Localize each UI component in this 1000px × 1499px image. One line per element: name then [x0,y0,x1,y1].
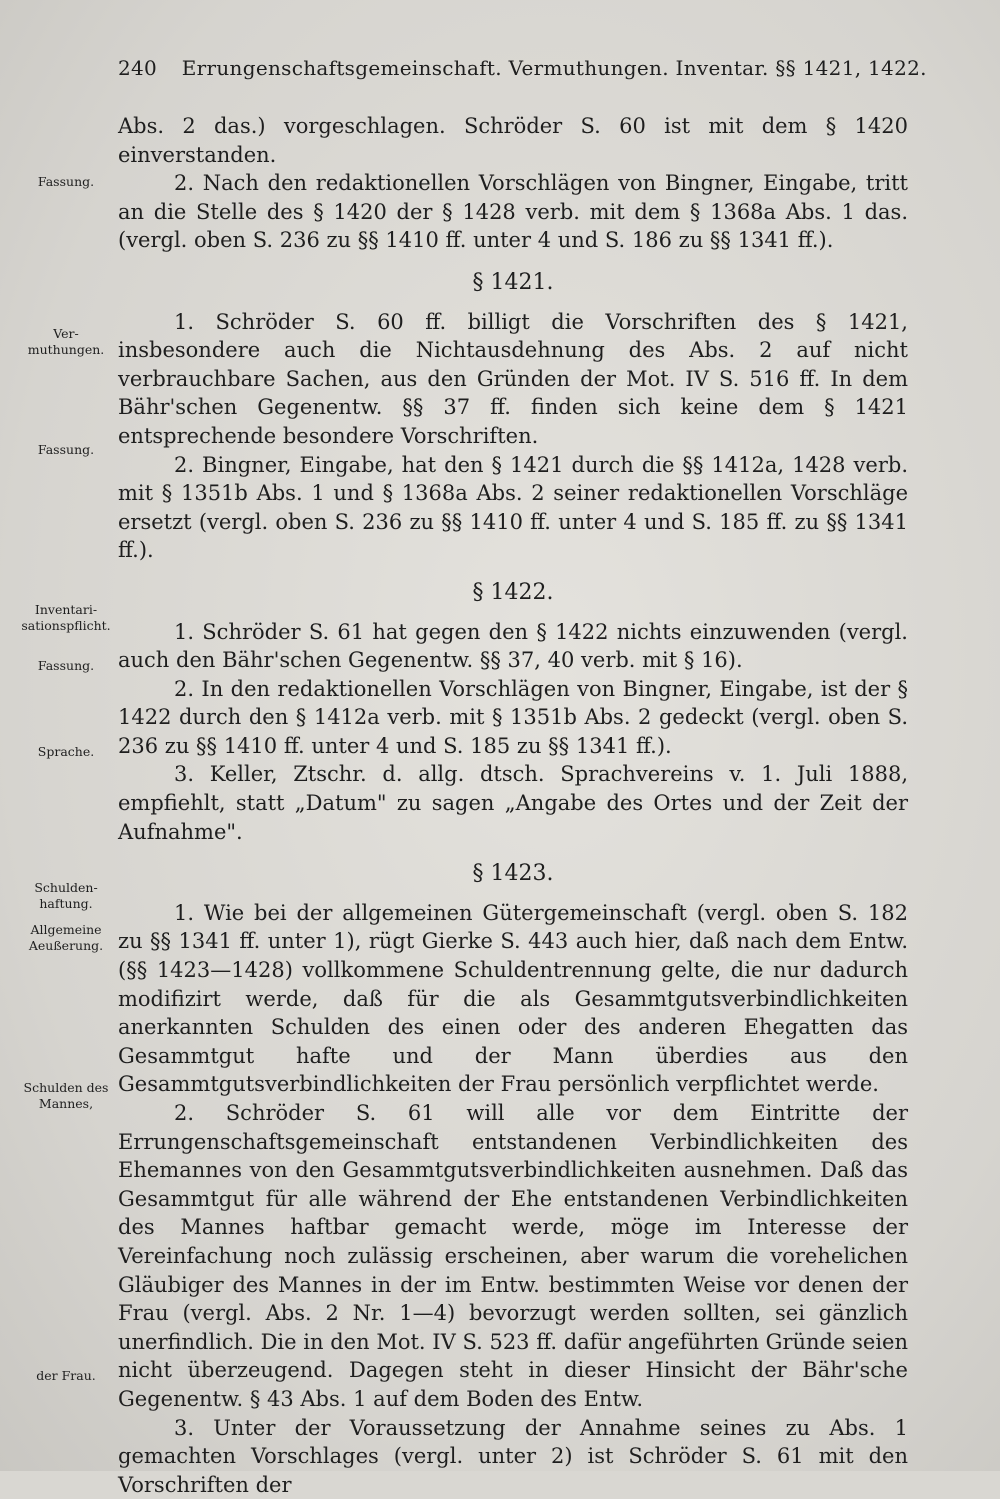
margin-note-vermuthungen: Ver- muthungen. [27,326,105,357]
margin-note-fassung: Fassung. [37,174,95,189]
paragraph: 1. Schröder S. 60 ff. billigt die Vorschriften des § 1421, insbesondere auch die Nichtausdehnung des Abs. 2 auf nicht verbrauchbare Sachen, aus den Gründen der Mot. IV S. 516 ff. In dem Bähr'schen Gegenentw. §§ 37 ff. finden sich keine dem § 1421 entsprechende besondere Vorschriften. [118,309,908,448]
running-header [118,56,927,80]
paragraph: 1. Schröder S. 61 hat gegen den § 1422 nichts einzuwenden (vergl. auch den Bähr'schen Gegenentw. §§ 37, 40 verb. mit § 16). [118,619,908,673]
margin-note-fassung: Fassung. [37,658,95,673]
margin-note-fassung: Fassung. [37,442,95,457]
paragraph: 2. Nach den redaktionellen Vorschlägen von Bingner, Eingabe, tritt an die Stelle des § 1420 der § 1428 verb. mit dem § 1368a Abs. 1 das. (vergl. oben S. 236 zu §§ 1410 ff. unter 4 und S. 186 zu §§ 1341 ff.). [118,171,908,253]
margin-note-sprache: Sprache. [37,744,95,759]
paragraph: 1. Wie bei der allgemeinen Gütergemeinschaft (vergl. oben S. 182 zu §§ 1341 ff. unter 1), rügt Gierke S. 443 auch hier, daß nach dem Entw. (§§ 1423—1428) vollkommene Schuldentrennung gelte, die nur dadurch modifizirt werde, daß für die als Gesammtgutsverbindlichkeiten anerkannten Schulden des einen oder des anderen Ehegatten das Gesammtgut hafte und der Mann überdies aus den Gesammtgutsverbindlichkeiten der Frau persönlich verpflichtet werde. [118,900,908,1097]
section-heading-1423: § 1423. [472,861,554,887]
running-title: Errungenschaftsgemeinschaft. Vermuthungen. Inventar. §§ 1421, 1422. [181,56,927,80]
paragraph: 2. Schröder S. 61 will alle vor dem Eintritte der Errungenschaftsgemeinschaft entstandenen Verbindlichkeiten des Ehemannes von den Gesammtgutsverbindlichkeiten ausnehmen. Daß das Gesammtgut für alle während der Ehe entstandenen Verbindlichkeiten des Mannes haftbar gemacht werde, möge im Interesse der Vereinfachung noch zulässig erscheinen, aber warum die vorehelichen Gläubiger des Mannes in der im Entw. bestimmten Weise vor denen der Frau (vergl. Abs. 2 Nr. 1—4) bevorzugt werden sollten, sei gänzlich unerfindlich. Die in den Mot. IV S. 523 ff. dafür angeführten Gründe seien nicht überzeugend. Dagegen steht in dieser Hinsicht der Bähr'sche Gegenentw. § 43 Abs. 1 auf dem Boden des Entw. [118,1101,908,1411]
paragraph: 3. Unter der Voraussetzung der Annahme seines zu Abs. 1 gemachten Vorschlages (vergl. unter 2) ist Schröder S. 61 mit den Vorschriften der [118,1415,908,1497]
main-text [118,112,908,1499]
margin-note-inventar: Inventari- sationspflicht. [21,602,111,633]
margin-note-der-frau: der Frau. [36,1368,96,1383]
section-heading-1422: § 1422. [472,579,554,605]
margin-note-schuldenhaftung: Schulden- haftung. [34,880,98,911]
section-heading-1421: § 1421. [472,269,554,295]
paragraph: 2. In den redaktionellen Vorschlägen von Bingner, Eingabe, ist der § 1422 durch den § 1412a verb. mit § 1351b Abs. 2 gedeckt (vergl. oben S. 236 zu §§ 1410 ff. unter 4 und S. 185 zu §§ 1341 ff.). [118,676,908,758]
page-number: 240 [118,56,158,80]
margin-note-allgemeine: Allgemeine Aeußerung. [28,922,104,953]
paragraph: 2. Bingner, Eingabe, hat den § 1421 durch die §§ 1412a, 1428 verb. mit § 1351b Abs. 1 und § 1368a Abs. 2 seiner redaktionellen Vorschläge ersetzt (vergl. oben S. 236 zu §§ 1410 ff. unter 4 und S. 185 ff. zu §§ 1341 ff.). [118,452,908,563]
margin-note-schulden-mannes: Schulden des Mannes, [23,1080,109,1111]
paragraph: 3. Keller, Ztschr. d. allg. dtsch. Sprachvereins v. 1. Juli 1888, empfiehlt, statt „Datum" zu sagen „Angabe des Ortes und der Zeit der Aufnahme". [118,762,908,844]
paragraph: Abs. 2 das.) vorgeschlagen. Schröder S. 60 ist mit dem § 1420 einverstanden. [118,114,908,167]
